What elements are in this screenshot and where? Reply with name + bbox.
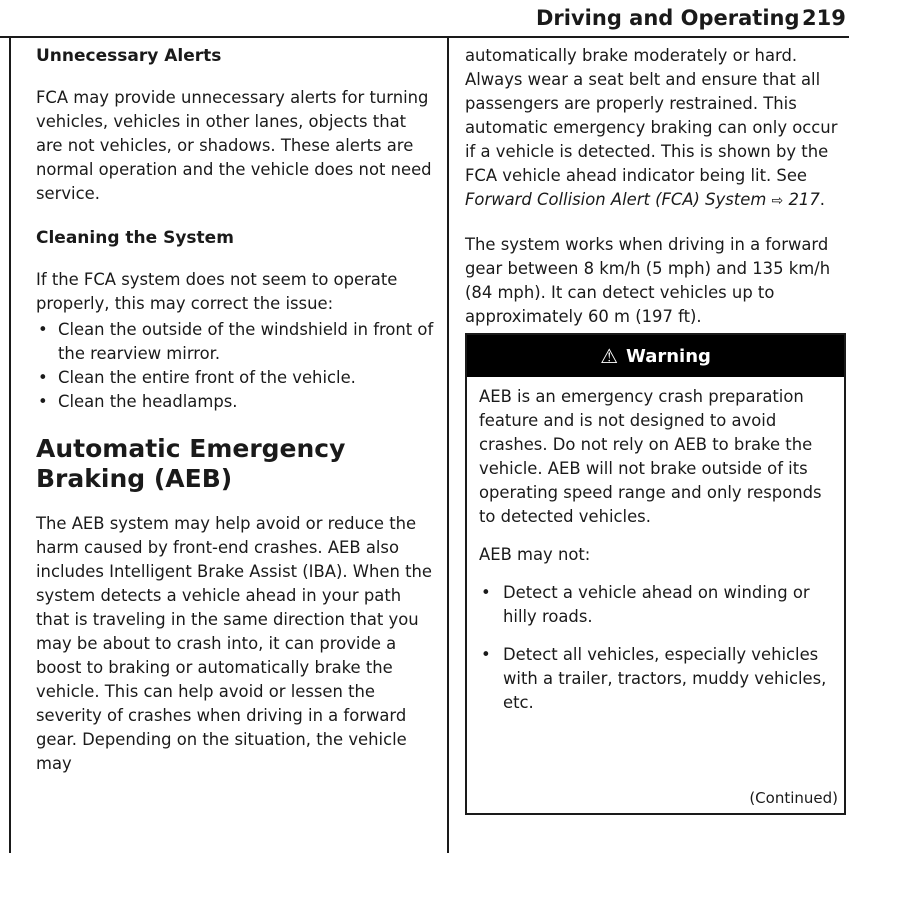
paragraph-unnecessary-alerts: FCA may provide unnecessary alerts for turning vehicles, vehicles in other lanes, objects that are not vehicles, or shadows. These alerts are normal operation and the vehicle does not need service. [36,88,432,203]
warning-body [467,377,844,715]
right-column [465,44,850,349]
warning-paragraph-2: AEB may not: [479,545,591,564]
left-column [36,44,436,796]
list-item: • Clean the entire front of the vehicle. [36,366,436,390]
warning-list [479,581,832,715]
warning-paragraph-1: AEB is an emergency crash preparation feature and is not designed to avoid crashes. Do not rely on AEB to brake the vehicle. AEB will not brake outside of its operating speed range and only responds to detected vehicles. [479,387,822,526]
warning-box [465,333,846,815]
continued-label: (Continued) [749,789,838,807]
list-item: • Detect a vehicle ahead on winding or hilly roads. [479,581,832,629]
heading-unnecessary-alerts: Unnecessary Alerts [36,46,222,66]
paragraph-aeb: The AEB system may help avoid or reduce the harm caused by front-end crashes. AEB also includes Intelligent Brake Assist (IBA). When the system detects a vehicle ahead in your path that is traveling in the same direction that you may be about to crash into, it can provide a boost to braking or automatically brake the vehicle. This can help avoid or lessen the severity of crashes when driving in a forward gear. Depending on the situation, the vehicle may [36,514,432,773]
heading-aeb-line2: Braking (AEB) [36,464,233,493]
heading-aeb [36,434,436,494]
arrow-right-icon: ⇨ [771,193,784,209]
list-item: • Clean the headlamps. [36,390,436,414]
xref-text: Forward Collision Alert (FCA) System [465,190,767,209]
warning-header [467,335,844,377]
heading-cleaning-system: Cleaning the System [36,228,234,248]
list-item: • Detect all vehicles, especially vehicles with a trailer, tractors, muddy vehicles, etc. [479,643,832,715]
paragraph-cleaning-system: If the FCA system does not seem to operate properly, this may correct the issue: [36,270,398,313]
warning-triangle-icon: ⚠ [600,344,618,368]
section-title: Driving and Operating [536,6,800,30]
page-header [0,0,905,40]
left-margin-rule [9,38,11,853]
xref-page: 217 [788,190,820,209]
cleaning-list [36,318,436,414]
warning-title: Warning [626,345,711,367]
xref-fca-link[interactable] [465,190,820,209]
paragraph-aeb-continued-text: automatically brake moderately or hard. Always wear a seat belt and ensure that all passengers are properly restrained. This automatic emergency braking can only occur if a vehicle is detected. This is shown by the FCA vehicle ahead indicator being lit. See [465,46,838,185]
heading-aeb-line1: Automatic Emergency [36,434,346,463]
page-number: 219 [802,6,846,30]
xref-period: . [819,190,825,209]
list-item: • Clean the outside of the windshield in front of the rearview mirror. [36,318,436,366]
paragraph-speed-range: The system works when driving in a forward gear between 8 km/h (5 mph) and 135 km/h (84 mph). It can detect vehicles up to approximately 60 m (197 ft). [465,235,831,326]
paragraph-aeb-continued [465,44,850,213]
header-rule [0,36,849,38]
center-column-rule [447,38,449,853]
